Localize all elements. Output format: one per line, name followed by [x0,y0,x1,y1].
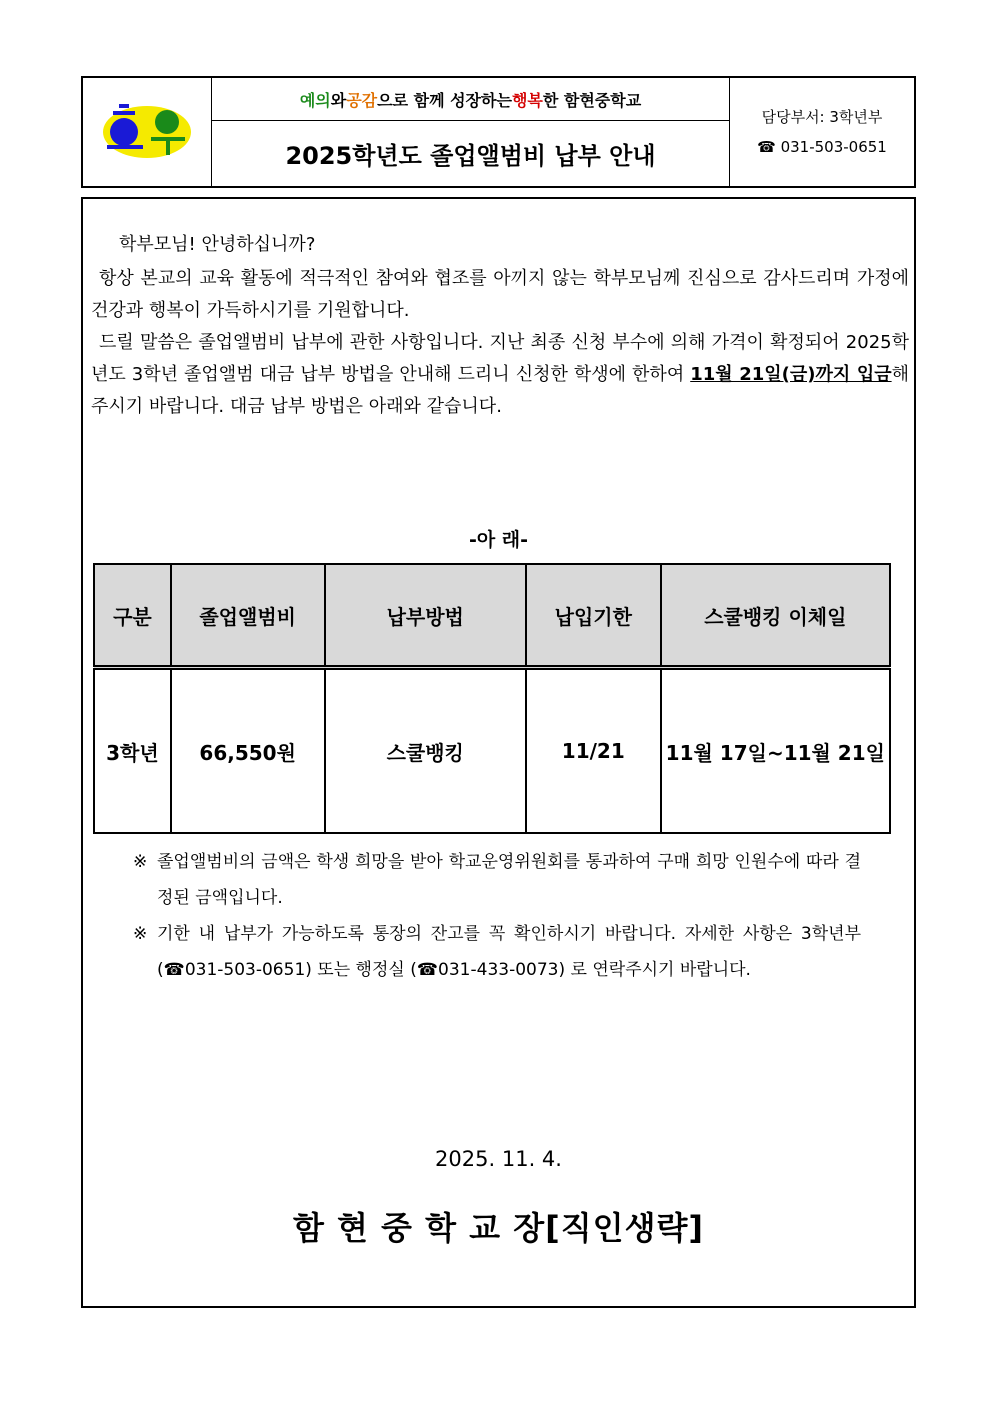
document-body [81,197,916,1308]
paragraph-2-text: 해주시기 바랍니다. 대금 납부 방법은 아래와 같습니다. [91,364,909,417]
table-header: 구분 [94,564,171,668]
slogan-part: 한 함현중학교 [542,90,642,110]
document-header [81,76,916,188]
document-title: 2025학년도 졸업앨범비 납부 안내 [285,142,656,170]
slogan-part: 공감 [346,90,378,110]
table-cell: 11월 17일~11월 21일 [661,668,890,834]
school-logo [83,78,211,186]
table-cell: 3학년 [94,668,171,834]
telephone-icon: ☎ [757,138,776,156]
note-text-part: 기한 내 납부가 가능하도록 통장의 잔고를 꼭 확인하시기 바랍니다. 자세한 사항은 3학년부( [157,924,861,980]
table-header-row [94,564,890,668]
phone-line [757,132,887,162]
document-date: 2025. 11. 4. [435,1147,562,1171]
reference-mark: ※ [133,924,148,944]
notes [133,844,861,988]
note-item [133,916,861,988]
note-text-part: ) 로 연락주시기 바랍니다. [558,960,751,980]
paragraph-2 [91,327,909,423]
table-header: 졸업앨범비 [171,564,325,668]
slogan-part: 예의 [299,90,331,110]
greeting: 학부모님! 안녕하십니까? [119,234,316,255]
paragraph-1: 항상 본교의 교육 활동에 적극적인 참여와 협조를 아끼지 않는 학부모님께 진심으로 감사드리며 가정에 건강과 행복이 가득하시기를 기원합니다. [91,268,909,321]
reference-mark: ※ [133,852,148,872]
table-header: 납입기한 [526,564,661,668]
slogan-part: 행복 [511,90,543,110]
paragraph-2-text: 드릴 말씀은 졸업앨범비 납부에 관한 사항입니다. 지난 최종 신청 부수에 의해 가격이 확정되어 2025학년도 3학년 졸업앨범 대금 납부 방법을 안내해 드리니 신청한 학생에 한하여 [91,332,909,385]
principal-signature: 함 현 중 학 교 장[직인생략] [292,1209,705,1247]
deadline-emphasis: 11월 21일(금)까지 입금 [690,364,892,385]
fee-table [93,563,891,834]
table-cell: 11/21 [526,668,661,834]
telephone-icon: ☎ [163,960,185,980]
department-label: 담당부서: 3학년부 [761,108,883,126]
table-row [94,668,890,834]
table-cell: 스쿨뱅킹 [325,668,526,834]
phone-number: 031-503-0651 [184,960,306,980]
below-heading: -아 래- [468,529,529,551]
slogan-part: 으로 함께 성장하는 [377,90,512,110]
table-header: 스쿨뱅킹 이체일 [661,564,890,668]
contact-cell [729,78,914,186]
slogan-part: 와 [330,90,347,110]
note-text-part: ) 또는 행정실 ( [305,960,417,980]
telephone-icon: ☎ [416,960,439,980]
logo-cell [83,78,212,186]
table-cell: 66,550원 [171,668,325,834]
note-text [157,916,861,988]
phone-number: 031-433-0073 [438,960,559,980]
header-center [212,78,729,186]
table-header: 납부방법 [325,564,526,668]
phone-number: 031-503-0651 [780,138,887,156]
note-item [133,844,861,916]
school-slogan [212,78,729,121]
note-text: 졸업앨범비의 금액은 학생 희망을 받아 학교운영위원회를 통과하여 구매 희망 인원수에 따라 결정된 금액입니다. [157,852,861,908]
